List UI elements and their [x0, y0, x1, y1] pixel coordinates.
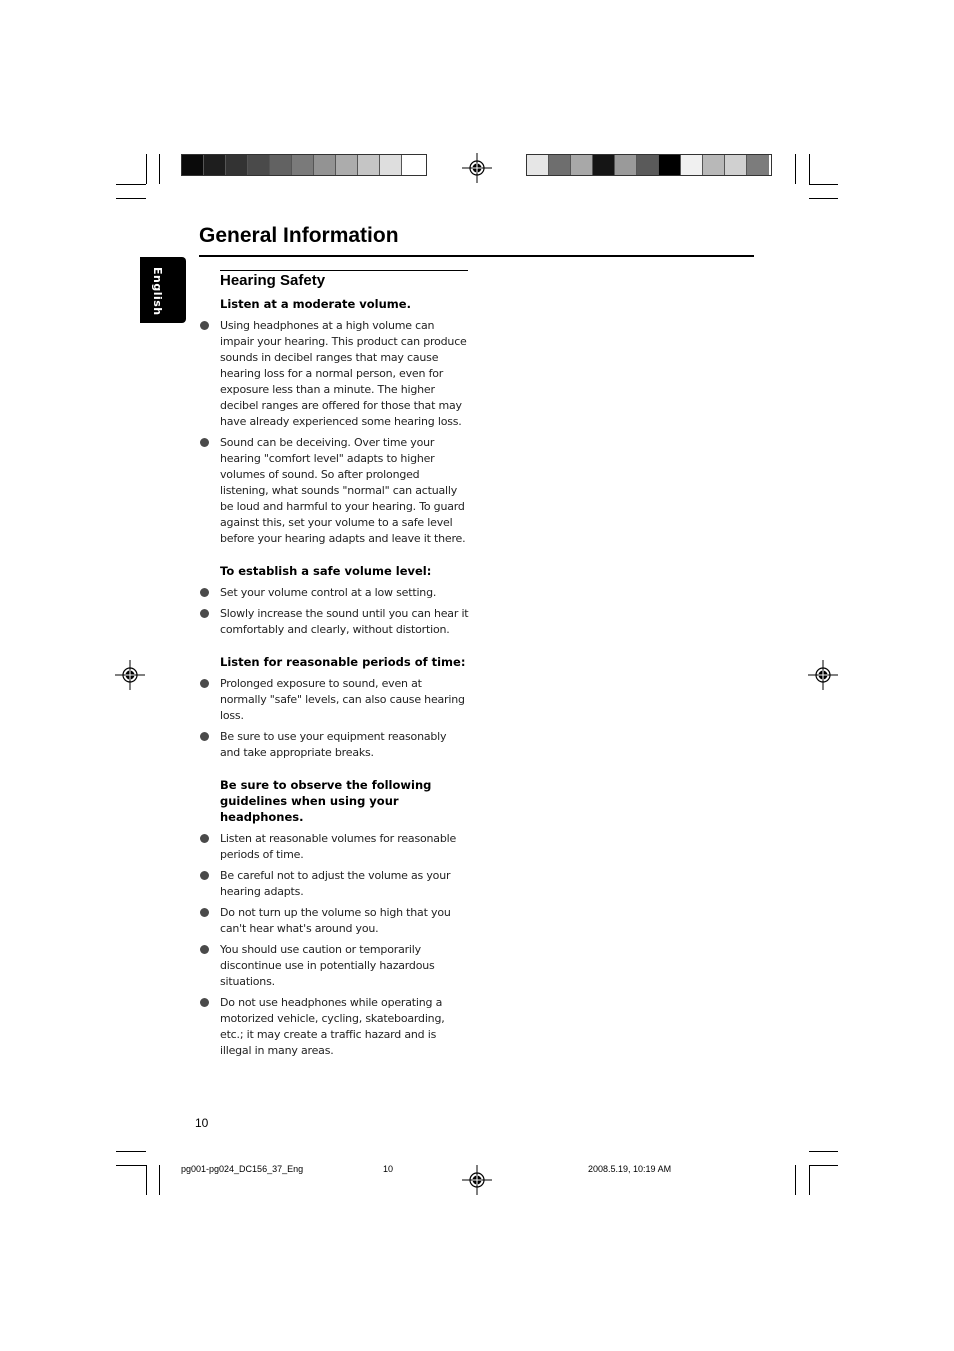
section-rule	[220, 270, 468, 271]
color-swatch	[270, 155, 292, 175]
list-item	[199, 868, 469, 900]
list-item-text: Using headphones at a high volume can impair your hearing. This product can produce sounds in decibel ranges that may cause hearing loss for a normal person, even for exposure less than a minute. The higher decibel ranges are offered for those that may have already experienced some hearing loss.	[220, 319, 467, 428]
bullet-icon	[200, 321, 209, 330]
list-item	[199, 995, 469, 1059]
color-calibration-strip-left	[181, 154, 427, 176]
crop-mark	[795, 154, 796, 184]
language-tab-label: English	[151, 267, 164, 316]
bullet-icon	[200, 438, 209, 447]
crop-mark	[146, 154, 147, 184]
subheading: Be sure to observe the following guidelines when using your headphones.	[220, 778, 432, 824]
crop-mark	[116, 198, 146, 199]
bullet-list	[199, 676, 469, 761]
color-swatch	[204, 155, 226, 175]
color-swatch	[402, 155, 424, 175]
color-swatch	[527, 155, 549, 175]
list-item-text: You should use caution or temporarily discontinue use in potentially hazardous situations.	[220, 943, 435, 988]
list-item	[199, 585, 469, 601]
bullet-icon	[200, 588, 209, 597]
list-item-text: Slowly increase the sound until you can hear it comfortably and clearly, without distortion.	[220, 607, 469, 636]
crop-mark	[809, 1165, 838, 1166]
bullet-icon	[200, 732, 209, 741]
bullet-icon	[200, 998, 209, 1007]
list-item	[199, 905, 469, 937]
bullet-icon	[200, 679, 209, 688]
footer-timestamp: 2008.5.19, 10:19 AM	[588, 1164, 672, 1174]
crop-mark	[795, 1165, 796, 1195]
color-swatch	[747, 155, 769, 175]
footer-file-name: pg001-pg024_DC156_37_Eng	[181, 1164, 304, 1174]
list-item-text: Be sure to use your equipment reasonably and take appropriate breaks.	[220, 730, 447, 759]
list-item-text: Do not turn up the volume so high that you can't hear what's around you.	[220, 906, 451, 935]
list-item	[199, 676, 469, 724]
list-item-text: Sound can be deceiving. Over time your hearing "comfort level" adapts to higher volumes of sound. So after prolonged listening, what sounds "normal" can actually be loud and harmful to your hearing. To guard against this, set your volume to a safe level before your hearing adapts and leave it there.	[220, 436, 466, 545]
bullet-list	[199, 831, 469, 1059]
crop-mark	[116, 1151, 146, 1152]
color-swatch	[314, 155, 336, 175]
crop-mark	[809, 1165, 810, 1195]
registration-mark-icon	[115, 660, 145, 690]
crop-mark	[116, 184, 146, 185]
list-item-text: Do not use headphones while operating a motorized vehicle, cycling, skateboarding, etc.; it may create a traffic hazard and is illegal in many areas.	[220, 996, 445, 1057]
registration-mark-icon	[808, 660, 838, 690]
bullet-list	[199, 318, 469, 547]
color-swatch	[182, 155, 204, 175]
color-swatch	[571, 155, 593, 175]
crop-mark	[809, 184, 838, 185]
color-swatch	[725, 155, 747, 175]
section-title: Hearing Safety	[220, 272, 326, 289]
crop-mark	[116, 1165, 146, 1166]
page-title: General Information	[199, 224, 399, 247]
section-body	[199, 296, 469, 1064]
crop-mark	[159, 154, 160, 184]
color-swatch	[226, 155, 248, 175]
color-swatch	[380, 155, 402, 175]
bullet-icon	[200, 609, 209, 618]
color-swatch	[681, 155, 703, 175]
list-item	[199, 729, 469, 761]
color-swatch	[358, 155, 380, 175]
bullet-icon	[200, 908, 209, 917]
color-swatch	[659, 155, 681, 175]
subheading: To establish a safe volume level:	[220, 564, 432, 578]
color-calibration-strip-right	[526, 154, 772, 176]
registration-mark-icon	[462, 1165, 492, 1195]
bullet-icon	[200, 945, 209, 954]
list-item	[199, 606, 469, 638]
page-number: 10	[195, 1116, 209, 1130]
language-tab	[140, 257, 186, 323]
color-swatch	[549, 155, 571, 175]
crop-mark	[809, 1151, 838, 1152]
title-rule	[199, 255, 754, 257]
subheading: Listen for reasonable periods of time:	[220, 655, 466, 669]
crop-mark	[146, 1165, 147, 1195]
list-item-text: Prolonged exposure to sound, even at normally "safe" levels, can also cause hearing loss.	[220, 677, 465, 722]
list-item-text: Listen at reasonable volumes for reasonable periods of time.	[220, 832, 457, 861]
color-swatch	[637, 155, 659, 175]
list-item-text: Set your volume control at a low setting.	[220, 586, 437, 599]
list-item	[199, 318, 469, 430]
crop-mark	[159, 1165, 160, 1195]
color-swatch	[703, 155, 725, 175]
list-item-text: Be careful not to adjust the volume as your hearing adapts.	[220, 869, 451, 898]
color-swatch	[292, 155, 314, 175]
bullet-icon	[200, 871, 209, 880]
crop-mark	[809, 154, 810, 184]
list-item	[199, 435, 469, 547]
registration-mark-icon	[462, 153, 492, 183]
footer-page: 10	[383, 1164, 394, 1174]
list-item	[199, 942, 469, 990]
color-swatch	[615, 155, 637, 175]
color-swatch	[248, 155, 270, 175]
color-swatch	[593, 155, 615, 175]
bullet-icon	[200, 834, 209, 843]
bullet-list	[199, 585, 469, 638]
list-item	[199, 831, 469, 863]
subheading: Listen at a moderate volume.	[220, 297, 411, 311]
crop-mark	[809, 198, 838, 199]
color-swatch	[336, 155, 358, 175]
